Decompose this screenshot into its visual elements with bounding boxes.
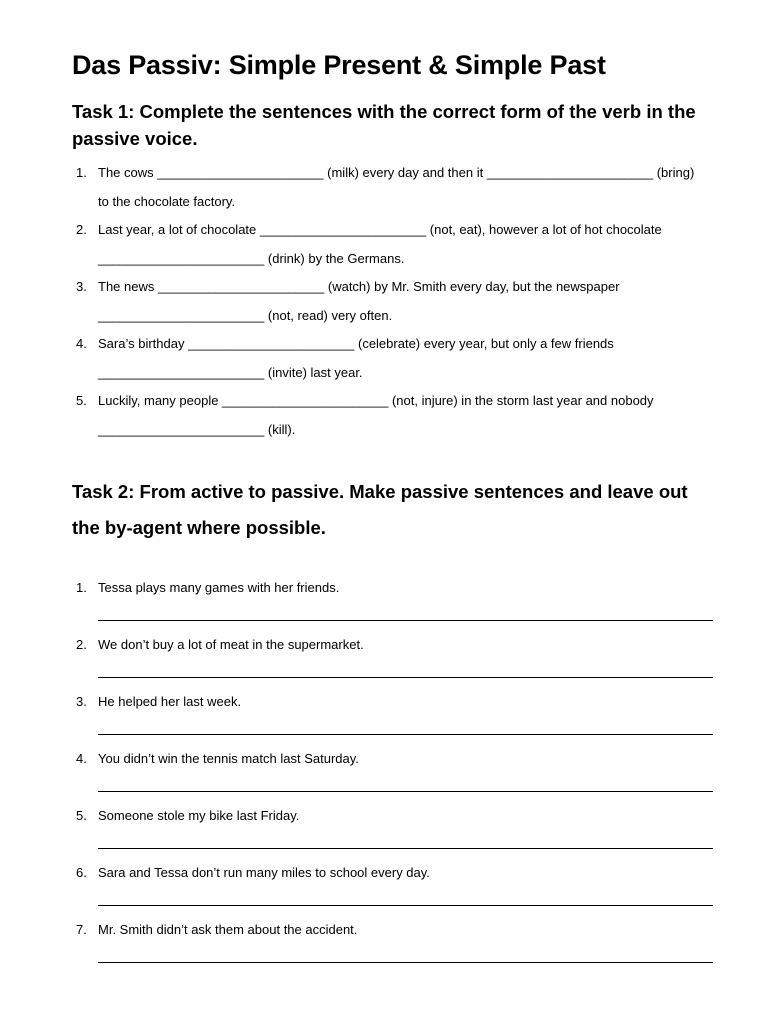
exercise-text-line-1: Luckily, many people _______________________ (not, injure) in the storm last year and nobody — [98, 393, 654, 408]
exercise-text-line-2: _______________________ (invite) last year. — [98, 364, 363, 380]
exercise-text-line-1: The cows _______________________ (milk) every day and then it _______________________ (bring) — [98, 165, 695, 180]
exercise-number: 2. — [76, 222, 87, 237]
active-sentence: We don’t buy a lot of meat in the supermarket. — [98, 637, 364, 652]
active-sentence: You didn’t win the tennis match last Saturday. — [98, 751, 359, 766]
exercise-text-line-2: _______________________ (not, read) very often. — [98, 307, 393, 323]
exercise-number: 3. — [76, 694, 87, 709]
active-sentence: He helped her last week. — [98, 694, 242, 709]
answer-line[interactable] — [98, 962, 713, 963]
task1-heading: Task 1: Complete the sentences with the correct form of the verb in the passive voice. — [72, 101, 696, 149]
worksheet-title: Das Passiv: Simple Present & Simple Past — [72, 50, 606, 80]
task2-heading: Task 2: From active to passive. Make passive sentences and leave out the by-agent where possible. — [72, 481, 688, 538]
active-sentence: Mr. Smith didn’t ask them about the accident. — [98, 922, 358, 937]
exercise-number: 5. — [76, 393, 87, 408]
exercise-number: 2. — [76, 637, 87, 652]
exercise-text-line-1: Last year, a lot of chocolate _______________________ (not, eat), however a lot of hot chocolate — [98, 222, 662, 237]
answer-line[interactable] — [98, 905, 713, 906]
exercise-text-line-2: to the chocolate factory. — [98, 193, 236, 209]
exercise-number: 4. — [76, 751, 87, 766]
exercise-text-line-1: Sara’s birthday _______________________ (celebrate) every year, but only a few friends — [98, 336, 614, 351]
exercise-number: 4. — [76, 336, 87, 351]
answer-line[interactable] — [98, 791, 713, 792]
answer-line[interactable] — [98, 848, 713, 849]
active-sentence: Someone stole my bike last Friday. — [98, 808, 300, 823]
answer-line[interactable] — [98, 620, 713, 621]
active-sentence: Sara and Tessa don’t run many miles to school every day. — [98, 865, 430, 880]
answer-line[interactable] — [98, 677, 713, 678]
exercise-number: 6. — [76, 865, 87, 880]
exercise-text-line-2: _______________________ (kill). — [98, 421, 296, 437]
exercise-number: 1. — [76, 165, 87, 180]
exercise-text-line-1: The news _______________________ (watch) by Mr. Smith every day, but the newspaper — [98, 279, 620, 294]
exercise-number: 3. — [76, 279, 87, 294]
exercise-number: 7. — [76, 922, 87, 937]
answer-line[interactable] — [98, 734, 713, 735]
exercise-number: 5. — [76, 808, 87, 823]
exercise-number: 1. — [76, 580, 87, 595]
active-sentence: Tessa plays many games with her friends. — [98, 580, 340, 595]
exercise-text-line-2: _______________________ (drink) by the Germans. — [98, 250, 405, 266]
